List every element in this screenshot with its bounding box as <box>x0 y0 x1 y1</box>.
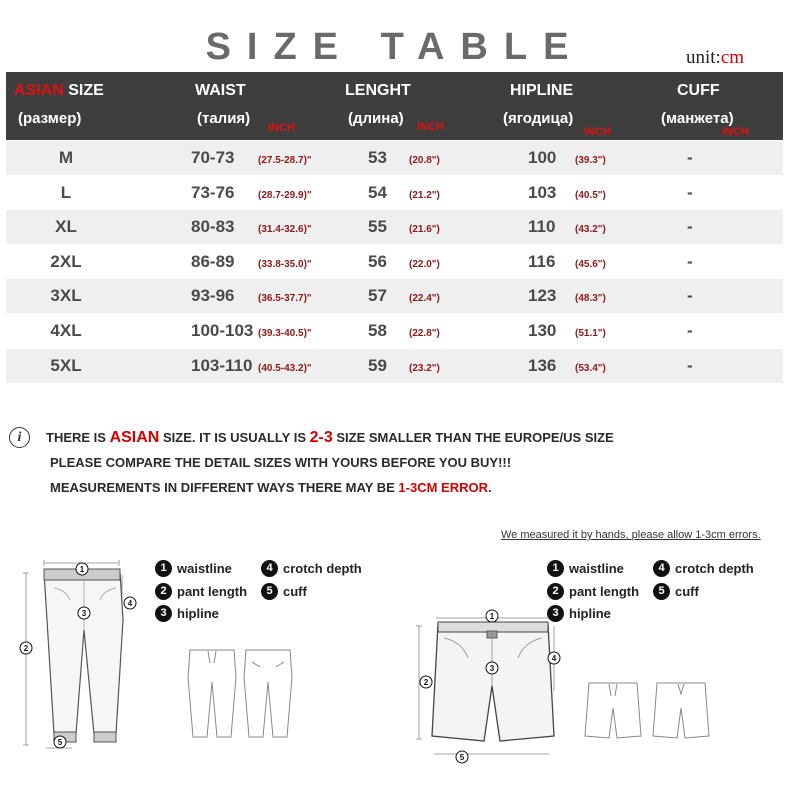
cell-waist: 100-103 <box>191 321 254 340</box>
info-icon: i <box>9 427 30 448</box>
cell-waist: 80-83 <box>191 217 235 237</box>
header-size-ru: (размер) <box>18 110 82 127</box>
marker-1: 1 <box>79 565 85 574</box>
header-waist-ru: (талия) <box>197 110 251 127</box>
marker-2: 2 <box>23 644 29 653</box>
cell-hipline-inch: (40.5") <box>575 189 606 201</box>
cell-size: L <box>60 182 72 202</box>
legend-hipline: 3 hipline <box>547 605 611 622</box>
cell-size: 4XL <box>50 321 82 340</box>
cell-hipline: 123 <box>528 286 557 306</box>
cell-cuff: - <box>687 251 693 271</box>
unit-label: unit:cm <box>686 47 745 68</box>
cell-length-inch: (21.2") <box>409 189 440 201</box>
header-length-ru: (длина) <box>348 110 404 127</box>
header-length: LENGHT <box>345 82 411 99</box>
cell-size: XL <box>55 217 77 237</box>
legend-pant-length: 2 pant length <box>155 583 247 600</box>
marker-4: 4 <box>127 599 133 608</box>
inch-label: INCH <box>268 122 295 134</box>
cell-size: 2XL <box>50 251 82 271</box>
cell-hipline: 136 <box>528 355 557 375</box>
cell-hipline-inch: (51.1") <box>575 328 606 339</box>
table-row <box>6 141 783 175</box>
legend-pant-length: 2 pant length <box>547 583 639 600</box>
size-table-header <box>6 72 783 140</box>
pants-sketch-back <box>242 647 294 742</box>
legend-crotch-depth: 4 crotch depth <box>261 560 362 577</box>
marker-5: 5 <box>57 738 63 747</box>
cell-length-inch: (22.4") <box>409 293 440 305</box>
note-asian-size: THERE IS ASIAN SIZE. IT IS USUALLY IS 2-3 SIZE SMALLER THAN THE EUROPE/US SIZE <box>46 429 614 446</box>
marker-3: 3 <box>81 609 87 618</box>
header-hipline-ru: (ягодица) <box>503 110 574 127</box>
cell-waist: 73-76 <box>191 182 235 202</box>
inch-label: INCH <box>417 121 444 133</box>
cell-length: 54 <box>368 182 387 202</box>
cell-cuff: - <box>687 286 693 306</box>
cell-hipline: 130 <box>528 321 557 340</box>
header-waist: WAIST <box>195 82 246 99</box>
note-compare: PLEASE COMPARE THE DETAIL SIZES WITH YOURS BEFORE YOU BUY!!! <box>50 455 512 470</box>
marker-3: 3 <box>489 664 495 673</box>
header-cuff: CUFF <box>677 82 720 99</box>
cell-waist-inch: (39.3-40.5)" <box>258 328 312 339</box>
cell-length-inch: (22.8") <box>409 328 440 339</box>
cell-length: 58 <box>368 321 387 340</box>
marker-5: 5 <box>459 753 465 762</box>
cell-length: 57 <box>368 286 387 306</box>
cell-length: 59 <box>368 355 387 375</box>
table-row <box>6 176 783 210</box>
cell-length: 53 <box>368 148 387 167</box>
cell-waist-inch: (36.5-37.7)" <box>258 293 312 305</box>
cell-waist-inch: (40.5-43.2)" <box>258 362 312 374</box>
table-row <box>6 279 783 313</box>
table-row <box>6 349 783 383</box>
legend-waistline: 1 waistline <box>547 560 624 577</box>
legend-hipline: 3 hipline <box>155 605 219 622</box>
inch-label: INCH <box>722 126 749 138</box>
page-title: SIZE TABLE <box>205 26 585 68</box>
cell-hipline-inch: (39.3") <box>575 155 606 166</box>
shorts-diagram <box>414 606 574 766</box>
cell-waist-inch: (31.4-32.6)" <box>258 224 312 236</box>
cell-length-inch: (20.8") <box>409 155 440 166</box>
header-cuff-ru: (манжета) <box>661 110 734 127</box>
cell-waist: 70-73 <box>191 148 235 167</box>
cell-hipline: 100 <box>528 148 557 167</box>
cell-length: 56 <box>368 251 387 271</box>
marker-4: 4 <box>551 654 557 663</box>
note-error: MEASUREMENTS IN DIFFERENT WAYS THERE MAY BE 1-3CM ERROR. <box>50 480 492 495</box>
cell-cuff: - <box>687 321 693 340</box>
cell-cuff: - <box>687 182 693 202</box>
long-pants-diagram <box>14 560 154 760</box>
cell-waist: 86-89 <box>191 251 235 271</box>
inch-label: INCH <box>584 126 611 138</box>
shorts-sketch-front <box>583 680 643 742</box>
cell-hipline-inch: (43.2") <box>575 224 606 236</box>
pants-sketch-front <box>186 647 238 742</box>
cell-size: 3XL <box>50 286 82 306</box>
cell-length: 55 <box>368 217 387 237</box>
cell-cuff: - <box>687 217 693 237</box>
cell-cuff: - <box>687 148 693 167</box>
cell-hipline-inch: (45.6") <box>575 258 606 270</box>
header-size: ASIAN SIZE <box>14 82 104 99</box>
cell-length-inch: (22.0") <box>409 258 440 270</box>
cell-hipline-inch: (48.3") <box>575 293 606 305</box>
cell-hipline: 103 <box>528 182 557 202</box>
cell-hipline: 110 <box>528 217 556 237</box>
cell-hipline-inch: (53.4") <box>575 362 606 374</box>
cell-hipline: 116 <box>528 251 556 271</box>
cell-cuff: - <box>687 355 693 375</box>
marker-2: 2 <box>423 678 429 687</box>
cell-waist-inch: (33.8-35.0)" <box>258 258 312 270</box>
legend-cuff: 5 cuff <box>653 583 699 600</box>
cell-size: 5XL <box>50 355 82 375</box>
legend-cuff: 5 cuff <box>261 583 307 600</box>
cell-waist: 93-96 <box>191 286 235 306</box>
legend-crotch-depth: 4 crotch depth <box>653 560 754 577</box>
shorts-sketch-back <box>651 680 711 742</box>
cell-length-inch: (21.6") <box>409 224 440 236</box>
cell-waist-inch: (28.7-29.9)" <box>258 189 312 201</box>
table-row <box>6 210 783 244</box>
table-row <box>6 314 783 348</box>
cell-length-inch: (23.2") <box>409 362 440 374</box>
table-row <box>6 245 783 279</box>
measured-note: We measured it by hands, please allow 1-3cm errors. <box>501 529 761 541</box>
header-hipline: HIPLINE <box>510 82 574 99</box>
cell-waist: 103-110 <box>191 355 253 375</box>
cell-waist-inch: (27.5-28.7)" <box>258 155 312 166</box>
marker-1: 1 <box>489 612 495 621</box>
cell-size: M <box>58 148 74 167</box>
legend-waistline: 1 waistline <box>155 560 232 577</box>
